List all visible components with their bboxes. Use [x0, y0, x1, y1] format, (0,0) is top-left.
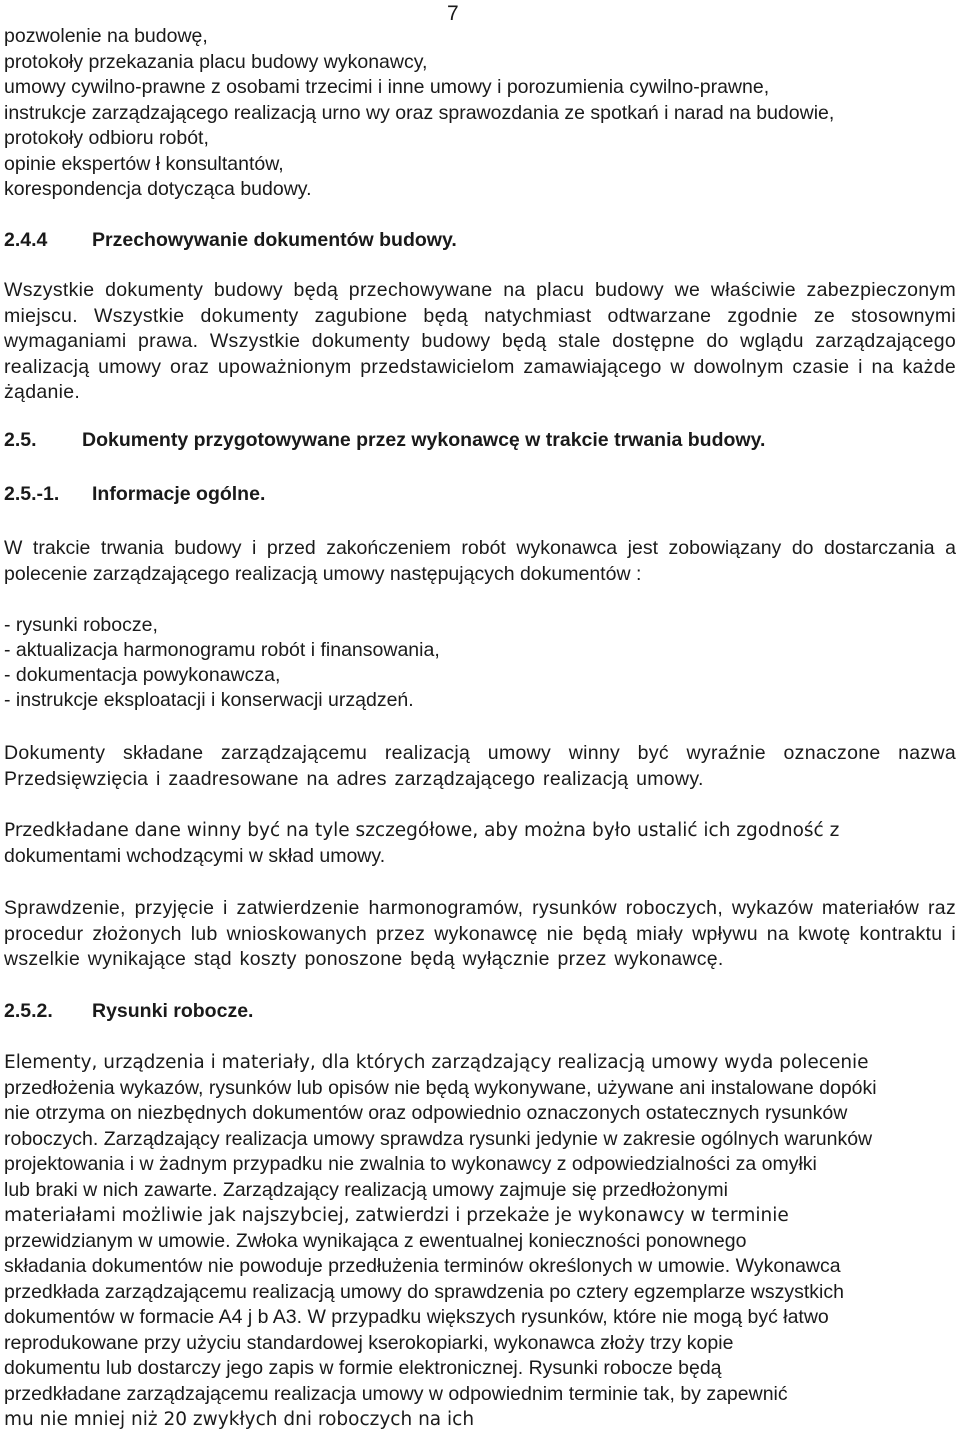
section-title: Informacje ogólne.	[92, 483, 266, 505]
paragraph-line: lub braki w nich zawarte. Zarządzający realizacją umowy zajmuje się przedłożonymi	[4, 1178, 728, 1201]
approval-paragraph: Sprawdzenie, przyjęcie i zatwierdzenie harmonogramów, rysunków roboczych, wykazów materiałów raz procedur złożonych lub wnioskowanych przez wykonawcę nie będą miały wpływu na kwotę kontraktu i wszelkie wynikające stąd koszty ponoszone będą wyłącznie przez wykonawcę.	[4, 897, 956, 970]
paragraph-line: dokumentami wchodzącymi w skład umowy.	[4, 844, 386, 867]
section-heading-2-5-2	[4, 999, 253, 1024]
paragraph-line: Przedkładane dane winny być na tyle szczegółowe, aby można było ustalić ich zgodność z	[4, 820, 840, 841]
intro-item: protokoły przekazania placu budowy wykonawcy,	[4, 50, 428, 73]
section-number: 2.5.-1.	[4, 483, 60, 505]
intro-item: pozwolenie na budowę,	[4, 25, 208, 47]
detail-paragraph	[4, 818, 956, 869]
paragraph-line: nie otrzyma on niezbędnych dokumentów oraz odpowiednio oznaczonych ostatecznych rysunków	[4, 1102, 848, 1124]
paragraph-line: przedkłada zarządzającemu realizacją umowy do sprawdzenia po cztery egzemplarze wszystkich	[4, 1280, 844, 1303]
paragraph-line: przedkładane zarządzającemu realizacja umowy w odpowiednim terminie tak, by zapewnić	[4, 1382, 788, 1405]
paragraph-line: reprodukowane przy użyciu standardowej kserokopiarki, wykonawca złoży trzy kopie	[4, 1331, 734, 1354]
section-heading-2-5-1	[4, 482, 265, 507]
list-item: - aktualizacja harmonogramu robót i finansowania,	[4, 639, 440, 661]
paragraph-line: projektowania i w żadnym przypadku nie zwalnia to wykonawcy z odpowiedzialności za omyłki	[4, 1153, 817, 1175]
section-title: Dokumenty przygotowywane przez wykonawcę w trakcie trwania budowy.	[82, 429, 766, 451]
paragraph-line: przedłożenia wykazów, rysunków lub opisów nie będą wykonywane, używane ani instalowane dopóki	[4, 1076, 877, 1099]
list-item: - rysunki robocze,	[4, 614, 158, 636]
intro-item: korespondencja dotycząca budowy.	[4, 178, 312, 200]
general-info-paragraph: W trakcie trwania budowy i przed zakończeniem robót wykonawca jest zobowiązany do dostarczania a polecenie zarządzającego realizacją umowy następujących dokumentów :	[4, 537, 956, 585]
intro-list	[4, 24, 956, 203]
intro-item: instrukcje zarządzającego realizacją urno wy oraz sprawozdania ze spotkań i narad na budowie,	[4, 101, 835, 124]
intro-item: umowy cywilno-prawne z osobami trzecimi i inne umowy i porozumienia cywilno-prawne,	[4, 76, 770, 98]
section-number: 2.5.2.	[4, 1000, 53, 1022]
page-number: 7	[447, 2, 459, 25]
paragraph-line: składania dokumentów nie powoduje przedłużenia terminów określonych w umowie. Wykonawca	[4, 1255, 841, 1277]
list-item: - instrukcje eksploatacji i konserwacji urządzeń.	[4, 689, 414, 711]
section-number: 2.5.	[4, 429, 37, 451]
paragraph-line: przewidzianym w umowie. Zwłoka wynikająca z ewentualnej konieczności ponownego	[4, 1229, 747, 1252]
storage-paragraph: Wszystkie dokumenty budowy będą przechowywane na placu budowy we właściwie zabezpieczonym miejscu. Wszystkie dokumenty zagubione będą natychmiast odtwarzane zgodnie ze stosownymi wymaganiami prawa. Wszystkie dokumenty budowy będą stale dostępne do wglądu zarządzającego realizacją umowy oraz upoważnionym przedstawicielom zamawiającego w dowolnym czasie i na każde żądanie.	[4, 279, 956, 403]
paragraph-line: materiałami możliwie jak najszybciej, zatwierdzi i przekaże je wykonawcy w terminie	[4, 1205, 789, 1226]
intro-item: protokoły odbioru robót,	[4, 127, 209, 149]
paragraph-line: dokumentu lub dostarczy jego zapis w formie elektronicznej. Rysunki robocze będą	[4, 1357, 722, 1379]
paragraph-line: roboczych. Zarządzający realizacja umowy sprawdza rysunki jedynie w zakresie ogólnych warunków	[4, 1127, 873, 1150]
required-documents-list	[4, 613, 956, 713]
section-title: Rysunki robocze.	[92, 1000, 254, 1022]
paragraph-line: mu nie mniej niż 20 zwykłych dni roboczych na ich	[4, 1409, 475, 1430]
section-title: Przechowywanie dokumentów budowy.	[92, 229, 457, 251]
paragraph-line: Elementy, urządzenia i materiały, dla których zarządzający realizacją umowy wyda polecenie	[4, 1052, 869, 1073]
working-drawings-paragraph	[4, 1050, 956, 1433]
intro-item: opinie ekspertów ł konsultantów,	[4, 152, 284, 175]
section-number: 2.4.4	[4, 229, 48, 251]
section-heading-2-4-4	[4, 228, 457, 253]
section-heading-2-5	[4, 428, 765, 453]
list-item: - dokumentacja powykonawcza,	[4, 664, 281, 686]
labeling-paragraph: Dokumenty składane zarządzającemu realizacją umowy winny być wyraźnie oznaczone nazwa Przedsięwzięcia i zaadresowane na adres zarządzającego realizacją umowy.	[4, 742, 956, 790]
paragraph-line: dokumentów w formacie A4 j b A3. W przypadku większych rysunków, które nie mogą być łatwo	[4, 1306, 829, 1328]
